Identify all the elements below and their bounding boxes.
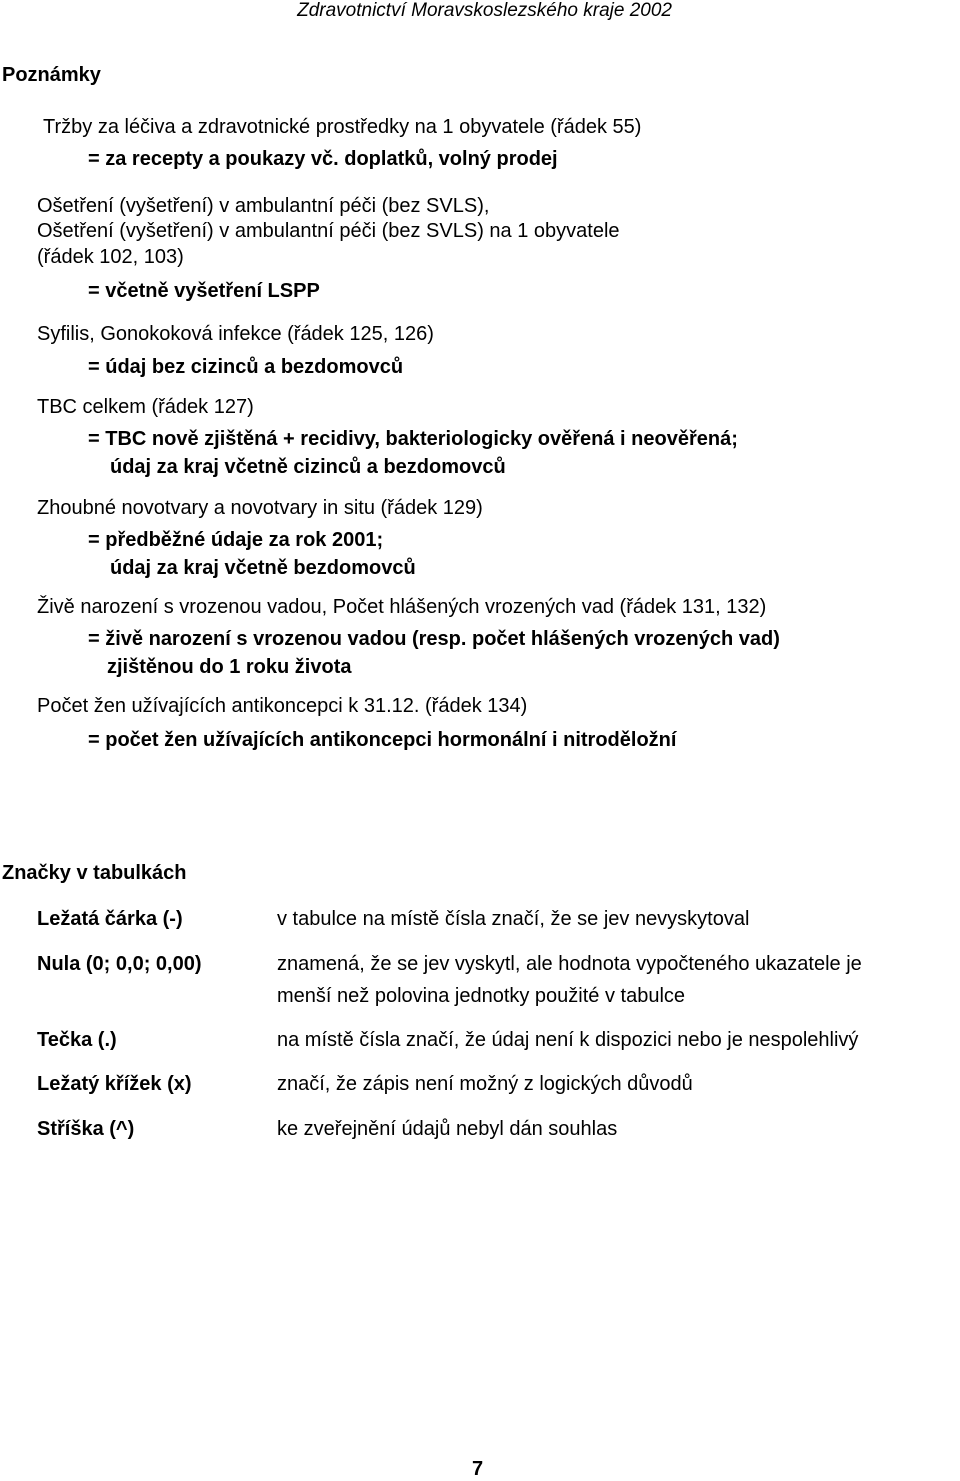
note-line: Ošetření (vyšetření) v ambulantní péči (bez SVLS) na 1 obyvatele	[37, 220, 620, 242]
symbol-desc: ke zveřejnění údajů nebyl dán souhlas	[277, 1118, 618, 1140]
note-line: = živě narození s vrozenou vadou (resp. počet hlášených vrozených vad)	[88, 628, 780, 650]
symbol-desc: znamená, že se jev vyskytl, ale hodnota vypočteného ukazatele je	[277, 953, 862, 975]
symbol-desc: menší než polovina jednotky použité v tabulce	[277, 985, 686, 1007]
note-line: údaj za kraj včetně cizinců a bezdomovců	[110, 456, 506, 478]
symbol-term: Nula (0; 0,0; 0,00)	[37, 953, 202, 975]
note-line: Živě narození s vrozenou vadou, Počet hlášených vrozených vad (řádek 131, 132)	[37, 596, 767, 618]
note-line: Zhoubné novotvary a novotvary in situ (řádek 129)	[37, 497, 483, 519]
symbol-term: Ležatá čárka (-)	[37, 908, 183, 930]
note-line: Počet žen užívajících antikoncepci k 31.12. (řádek 134)	[37, 695, 528, 717]
note-line: Ošetření (vyšetření) v ambulantní péči (bez SVLS),	[37, 195, 490, 217]
page-number: 7	[472, 1458, 484, 1480]
note-line: TBC celkem (řádek 127)	[37, 396, 254, 418]
symbol-desc: v tabulce na místě čísla značí, že se jev nevyskytoval	[277, 908, 750, 930]
note-line: údaj za kraj včetně bezdomovců	[110, 557, 416, 579]
symbol-desc: značí, že zápis není možný z logických důvodů	[277, 1073, 693, 1095]
symbol-term: Tečka (.)	[37, 1029, 117, 1051]
symbol-term: Stříška (^)	[37, 1118, 135, 1140]
symbol-desc: na místě čísla značí, že údaj není k dispozici nebo je nespolehlivý	[277, 1029, 859, 1051]
symbols-heading: Značky v tabulkách	[2, 862, 187, 884]
note-line: Syfilis, Gonokoková infekce (řádek 125, 126)	[37, 323, 434, 345]
note-line: = údaj bez cizinců a bezdomovců	[88, 356, 404, 378]
note-line: Tržby za léčiva a zdravotnické prostředky na 1 obyvatele (řádek 55)	[43, 116, 642, 138]
symbol-term: Ležatý křížek (x)	[37, 1073, 192, 1095]
running-header: Zdravotnictví Moravskoslezského kraje 2002	[297, 0, 672, 21]
note-line: = předběžné údaje za rok 2001;	[88, 529, 384, 551]
note-line: = TBC nově zjištěná + recidivy, bakteriologicky ověřená i neověřená;	[88, 428, 738, 450]
note-line: = za recepty a poukazy vč. doplatků, volný prodej	[88, 148, 558, 170]
note-line: = počet žen užívajících antikoncepci hormonální i nitroděložní	[88, 729, 677, 751]
note-line: (řádek 102, 103)	[37, 246, 184, 268]
note-line: zjištěnou do 1 roku života	[107, 656, 352, 678]
notes-heading: Poznámky	[2, 64, 101, 86]
note-line: = včetně vyšetření LSPP	[88, 280, 320, 302]
